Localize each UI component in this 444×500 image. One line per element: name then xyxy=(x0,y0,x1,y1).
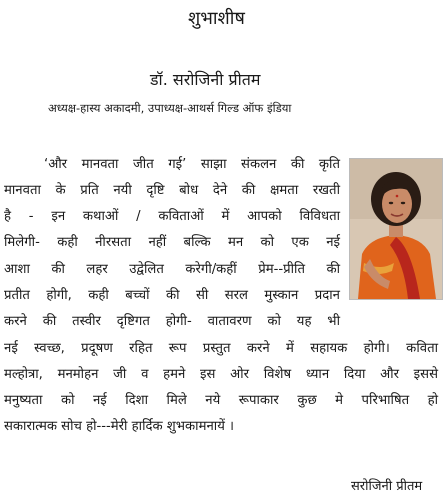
body-line: है - इन कथाओं / कविताओं में आपको विविधता xyxy=(4,209,340,224)
body-line: ‘और मानवता जीत गई’ साझा संकलन की कृति xyxy=(44,157,340,172)
body-line: सकारात्मक सोच हो---मेरी हार्दिक शुभकामनायें । xyxy=(4,419,235,434)
body-line: मनुष्यता को नई दिशा मिले नये रूपाकार कुछ मे परिभाषित हो xyxy=(4,393,438,408)
author-role: अध्यक्ष-हास्य अकादमी, उपाध्यक्ष-आथर्स गिल्ड ऑफ इंडिया xyxy=(48,101,292,115)
page-title: शुभाशीष xyxy=(188,8,245,29)
body-line: मानवता के प्रति नयी दृष्टि बोध देने की क्षमता रखती xyxy=(4,183,340,198)
body-line: प्रतीत होगी, कही बच्चों की सी सरल मुस्कान प्रदान xyxy=(4,288,340,303)
body-line: मल्होत्रा, मनमोहन जी व हमने इस ओर विशेष ध्यान दिया और इससे xyxy=(4,367,438,382)
body-line: मिलेगी- कही नीरसता नहीं बल्कि मन को एक नई xyxy=(4,235,340,250)
signature: सरोजिनी प्रीतम xyxy=(351,479,423,494)
body-line: आशा की लहर उद्वेलित करेगी/कहीं प्रेम--प्रीति की xyxy=(4,262,340,277)
author-name: डॉ. सरोजिनी प्रीतम xyxy=(150,70,261,89)
author-portrait-image xyxy=(350,159,442,299)
body-line: करने की तस्वीर दृष्टिगत होगी- वातावरण को यह भी xyxy=(4,314,340,329)
author-photo xyxy=(349,158,443,300)
body-line: नई स्वच्छ, प्रदूषण रहित रूप प्रस्तुत करने में सहायक होगी। कविता xyxy=(4,341,438,356)
